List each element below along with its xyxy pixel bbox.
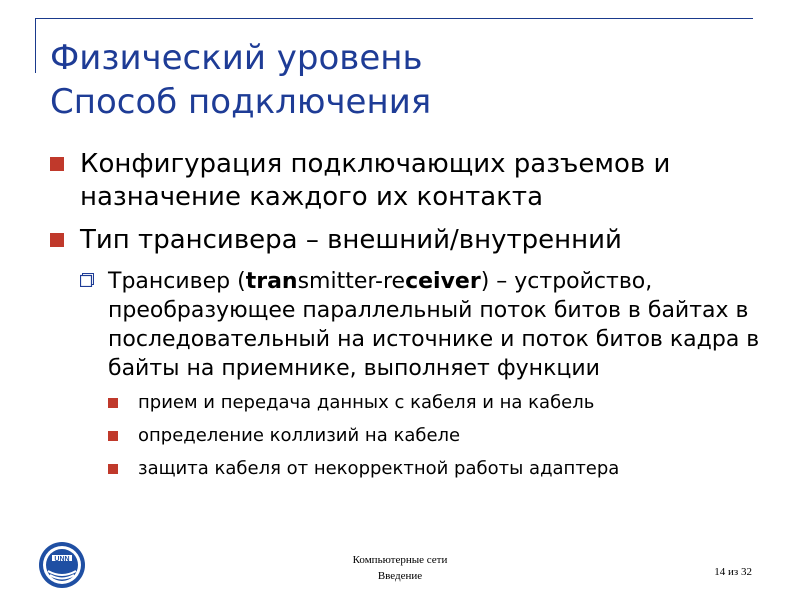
- bullet-item: [50, 148, 770, 214]
- logo-text: UNN: [54, 556, 70, 563]
- sub-bullet-item: [80, 267, 770, 383]
- third-level-item: [108, 457, 770, 481]
- third-level-text: прием и передача данных с кабеля и на кабель: [138, 392, 595, 413]
- square-bullet-icon: [108, 398, 118, 408]
- bullet-text: Конфигурация подключающих разъемов и назначение каждого их контакта: [80, 149, 671, 212]
- sub-bullet-bold-ceiver: ceiver: [405, 269, 481, 294]
- sub-bullet-mid: smitter-re: [297, 269, 406, 294]
- title-line-1: Физический уровень: [50, 38, 423, 78]
- square-bullet-icon: [50, 157, 64, 171]
- bullet-list: [50, 148, 770, 490]
- square-bullet-icon: [108, 464, 118, 474]
- top-rule: [35, 18, 753, 19]
- square-bullet-icon: [50, 233, 64, 247]
- slide-title: [50, 36, 431, 124]
- title-line-2: Способ подключения: [50, 82, 432, 122]
- sub-bullet-suffix: ) – устройство, преобразующее параллельный поток битов в байтах в последовательный на источнике и поток битов кадра в байты на приемнике, выполняет функции: [108, 269, 760, 381]
- left-rule: [35, 18, 36, 73]
- checkbox-bullet-icon: [80, 273, 94, 287]
- third-level-item: [108, 424, 770, 448]
- sub-bullet-prefix: Трансивер (: [108, 269, 246, 294]
- footer-course: Компьютерные сети: [352, 554, 448, 566]
- third-level-item: [108, 391, 770, 415]
- bullet-item: [50, 224, 770, 257]
- footer-center: [300, 552, 500, 584]
- page-number: 14 из 32: [714, 566, 752, 578]
- third-level-text: определение коллизий на кабеле: [138, 425, 461, 446]
- square-bullet-icon: [108, 431, 118, 441]
- unn-logo-icon: [38, 541, 86, 589]
- third-level-text: защита кабеля от некорректной работы адаптера: [138, 458, 620, 479]
- footer-section: Введение: [377, 570, 423, 582]
- sub-bullet-bold-tran: tran: [245, 269, 298, 294]
- bullet-text: Тип трансивера – внешний/внутренний: [80, 225, 622, 255]
